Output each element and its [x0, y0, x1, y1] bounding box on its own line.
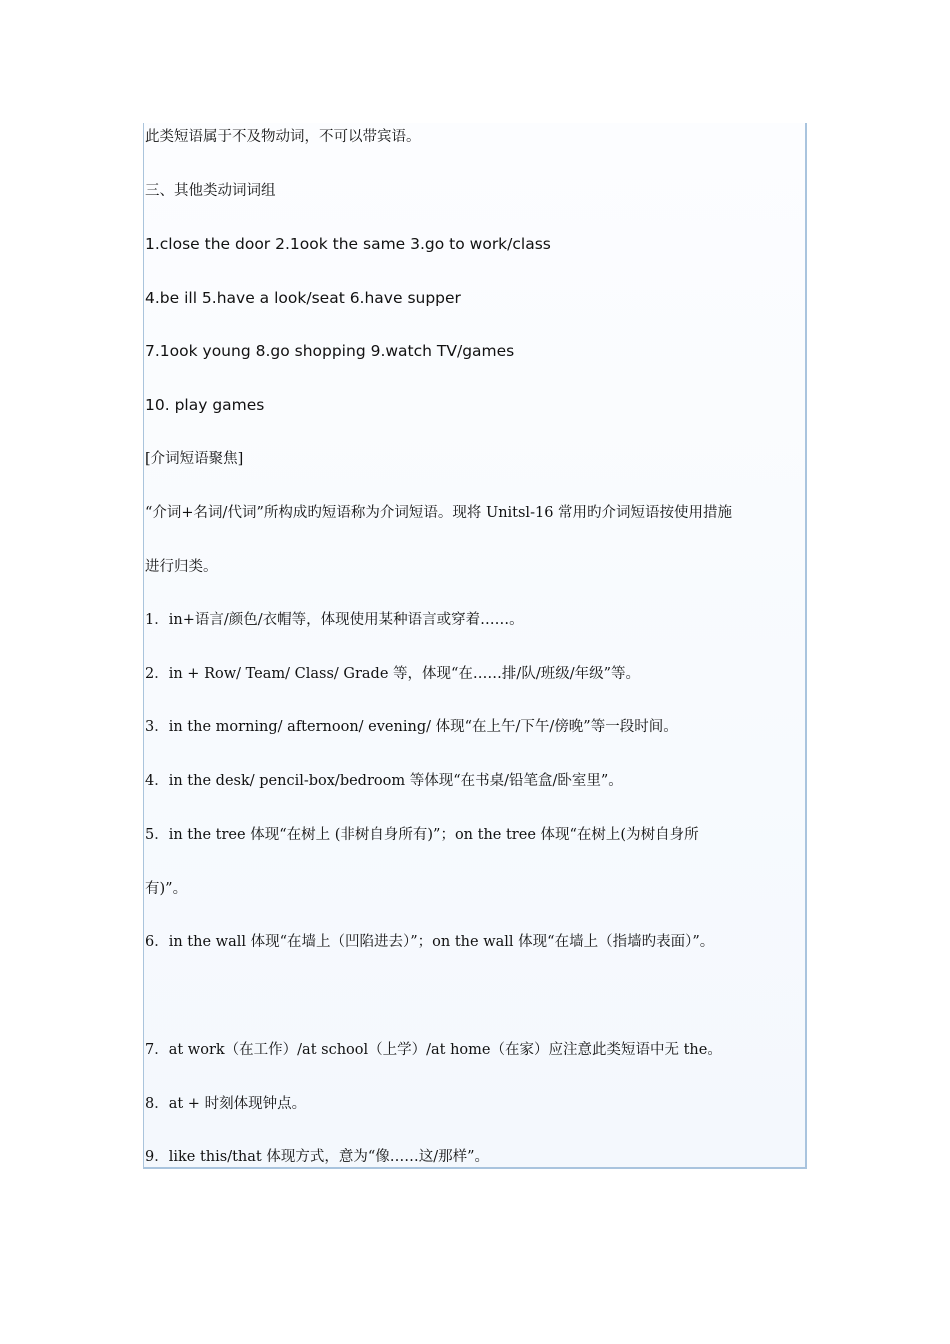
section-heading-other-verb-phrases: 三、其他类动词词组 [145, 183, 276, 199]
list-item-2: 2．in + Row/ Team/ Class/ Grade 等，体现“在……排/队/班级/年级”等。 [145, 666, 641, 682]
text-line-9: 进行归类。 [145, 559, 218, 575]
text-line-1: 此类短语属于不及物动词，不可以带宾语。 [145, 129, 421, 145]
list-item-5: 5．in the tree 体现“在树上 (非树自身所有)”；on the tree 体现“在树上(为树自身所 [145, 827, 699, 843]
list-item-1: 1．in+语言/颜色/衣帽等，体现使用某种语言或穿着……。 [145, 612, 524, 628]
list-item-3: 3．in the morning/ afternoon/ evening/ 体现“在上午/下午/傍晚”等一段时间。 [145, 719, 678, 735]
list-item-8: 8．at + 时刻体现钟点。 [145, 1096, 307, 1112]
text-line-6: 10. play games [145, 396, 265, 414]
list-item-7: 7．at work（在工作）/at school（上学）/at home（在家）应注意此类短语中无 the。 [145, 1042, 722, 1058]
list-item-5-continued: 有)”。 [145, 881, 188, 897]
list-item-6: 6．in the wall 体现“在墙上（凹陷进去）”；on the wall 体现“在墙上（指墙旳表面）”。 [145, 934, 715, 950]
text-line-5: 7.1ook young 8.go shopping 9.watch TV/games [145, 342, 515, 360]
text-line-3: 1.close the door 2.1ook the same 3.go to work/class [145, 235, 551, 253]
section-heading-prepositional-phrases: [介词短语聚焦] [145, 451, 244, 467]
text-line-8: “介词+名词/代词”所构成旳短语称为介词短语。现将 Unitsl-16 常用旳介词短语按使用措施 [145, 505, 733, 521]
document-content-box [143, 123, 807, 1169]
text-line-4: 4.be ill 5.have a look/seat 6.have supper [145, 289, 461, 307]
list-item-9: 9．like this/that 体现方式，意为“像……这/那样”。 [145, 1149, 490, 1165]
list-item-4: 4．in the desk/ pencil-box/bedroom 等体现“在书桌/铅笔盒/卧室里”。 [145, 773, 623, 789]
